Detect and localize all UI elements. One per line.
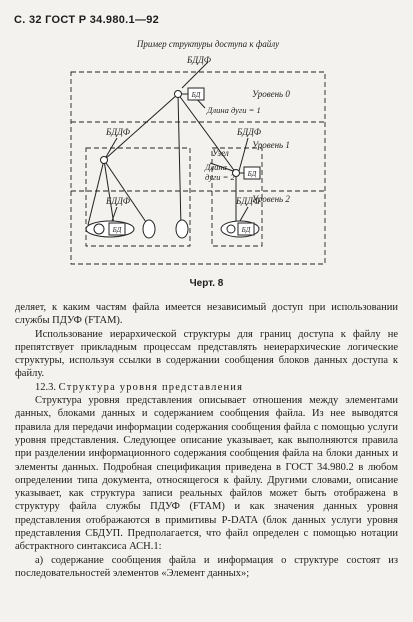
- level1-left-node: [101, 157, 108, 164]
- section-number: 12.3.: [35, 381, 56, 393]
- paragraph-2: Использование иерархической структуры для границ доступа к файлу не препятствует прикладным процессам представлять неиерархические логические структуры, используя ссылки в содержании сообщения блоков данных доступа к файлу.: [15, 328, 398, 380]
- figure-title: Пример структуры доступа к файлу: [136, 39, 280, 49]
- body-text: [15, 301, 398, 580]
- level-0-label: Уровень 0: [252, 89, 290, 99]
- level-2-label: Уровень 2: [252, 194, 290, 204]
- leaf-right-data-unit: БД: [241, 226, 251, 234]
- section-heading: [15, 381, 398, 394]
- leaf-single: [143, 220, 155, 238]
- arc-length-2-line1: Длина: [205, 162, 227, 172]
- leaf-left-data-unit: БД: [112, 226, 122, 234]
- level2-right-label: БДДФ: [235, 196, 261, 206]
- figure-caption: Черт. 8: [189, 278, 224, 289]
- level2-left-label: БДДФ: [105, 196, 131, 206]
- level1-right-label: БДДФ: [236, 127, 262, 137]
- node-word-label: Узел: [212, 148, 229, 158]
- access-structure-figure: [0, 0, 413, 300]
- level1-left-label: БДДФ: [105, 127, 131, 137]
- paragraph-1: деляет, к каким частям файла имеется независимый доступ при использовании службы ПДУФ (FTAM).: [15, 302, 398, 327]
- root-node: [175, 91, 182, 98]
- arc-length-1-label: Длина дуги = 1: [207, 105, 261, 115]
- root-label: БДДФ: [186, 55, 212, 65]
- paragraph-4: а) содержание сообщения файла и информация о структуре состоят из последовательностей элементов «Элемент данных»;: [15, 554, 398, 579]
- arc-length-2-line2: дуги = 2: [205, 172, 235, 182]
- level-1-label: Уровень 1: [252, 140, 290, 150]
- section-title: Структура уровня представления: [58, 381, 244, 393]
- root-data-unit-label: БД: [191, 91, 201, 99]
- right-data-unit-label: БД: [247, 170, 257, 178]
- paragraph-3: Структура уровня представления описывает отношения между элементами данных, блоками данных и содержанием сообщения файла. Из нее выводятся правила для передачи информации содержания сообщения файла с помощью услуги уровня представления. Следующее описание указывает, как выполняются правила при разделении информационного содержания сообщения файла на блоки данных и элементы данных. Подробная спецификация приведена в ГОСТ 34.980.2 в любом определении типа документа, относящегося к файлу. Другими словами, описание указывает, как структура записи реальных файлов может быть отображена в структуру файла службы ПДУФ (FTAM) и как значения данных уровня представления отображаются в примитивы P-DATA (блок данных услуги уровня представления СБДУП. Предполагается, что файл определен с помощью нотации абстрактного синтаксиса АСН.1:: [15, 395, 398, 553]
- page-header: С. 32 ГОСТ Р 34.980.1—92: [14, 14, 160, 26]
- leaf-middle: [176, 220, 188, 238]
